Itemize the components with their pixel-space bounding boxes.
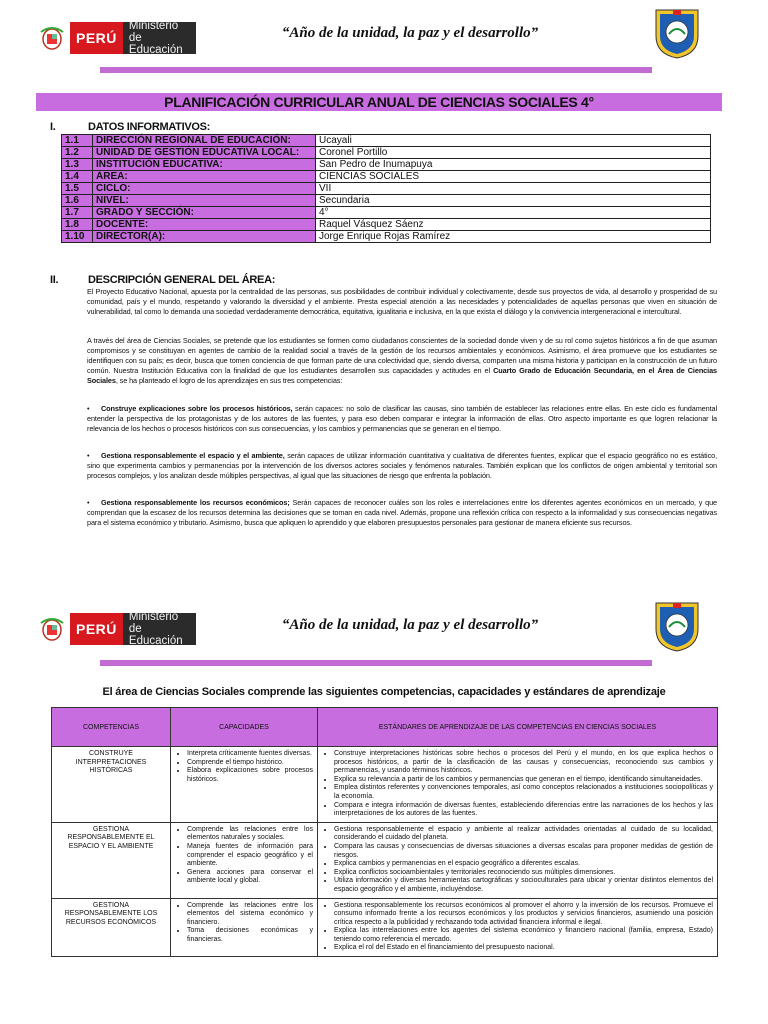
section-title: DATOS INFORMATIVOS:: [88, 121, 211, 133]
list-item: • Maneja fuentes de información para comprender el espacio geográfico y el ambiente.: [187, 843, 313, 869]
row-label: UNIDAD DE GESTIÓN EDUCATIVA LOCAL:: [93, 147, 316, 159]
list-item: • Compara las causas y consecuencias de diversas situaciones a diversas escalas para proponer medidas de gestión de riesgos.: [334, 843, 713, 860]
peru-label: PERÚ: [70, 613, 123, 645]
list-item: • Interpreta críticamente fuentes diversas.: [187, 750, 313, 759]
row-value: Ucayali: [316, 135, 711, 147]
list-item: • Toma decisiones económicas y financieras.: [187, 927, 313, 944]
list-item: • Explica su relevancia a partir de los cambios y permanencias que generan en el tiempo, identificando simultaneidades.: [334, 776, 713, 785]
column-header: ESTÁNDARES DE APRENDIZAJE DE LAS COMPETENCIAS EN CIENCIAS SOCIALES: [318, 708, 718, 747]
list-item: • Comprende las relaciones entre los elementos naturales y sociales.: [187, 826, 313, 843]
row-number: 1.2: [62, 147, 93, 159]
row-value: San Pedro de Inumapuya: [316, 159, 711, 171]
school-crest-icon: [652, 6, 702, 60]
bullet-list: [175, 750, 313, 784]
info-table: [61, 134, 711, 243]
row-value: Raquel Vásquez Sáenz: [316, 219, 711, 231]
paragraph-text: A través del área de Ciencias Sociales, se pretende que los estudiantes se formen como ciudadanos conscientes de la sociedad donde viven y de su rol como sujetos históricos a fin de que asuman compromisos y se constituyan en agentes de cambio de la realidad social a través de la gestión de los recursos ambientales y económicos. Asimismo, el área promueve que los estudiantes se identifiquen con su país; es decir, busca que tomen conciencia de que forman parte de una colectividad que, siendo diversa, comparten una misma historia y participan en la construcción de un futuro común. Nuestra Institución Educativa con la finalidad de que los estudiantes desarrollen sus capacidades y actitudes en el: [87, 336, 717, 375]
capacidades-cell: [171, 898, 318, 957]
competencia-cell: GESTIONA RESPONSABLEMENTE LOS RECURSOS ECONÓMICOS: [52, 898, 171, 957]
bullet-list: [322, 826, 713, 895]
bullet-list: [322, 902, 713, 954]
table-row: [62, 159, 711, 171]
table-row: [62, 171, 711, 183]
row-label: NIVEL:: [93, 195, 316, 207]
row-value: VII: [316, 183, 711, 195]
competence-bullet-1: • Construye explicaciones sobre los procesos históricos, serán capaces: no solo de clasificar las causas, sino también de establecer las relaciones entre ellas. En este ciclo es fundamental entender la perspectiva de los protagonistas y de los autores de las fuentes, y para eso deben comparar e integrar la información de ellas. Otro aspecto importante es que logren relacionar la relevancia de los hechos o procesos históricos con sus consecuencias, y los cambios y permanencias que se generan en el tiempo.: [87, 404, 717, 433]
estandares-cell: [318, 898, 718, 957]
list-item: • Gestiona responsablemente el espacio y ambiente al realizar actividades orientadas al cuidado de su localidad, considerando el cuidado del planeta.: [334, 826, 713, 843]
table-row: [62, 183, 711, 195]
row-value: CIENCIAS SOCIALES: [316, 171, 711, 183]
capacidades-cell: [171, 747, 318, 823]
bullet-title: Gestiona responsablemente el espacio y el ambiente,: [101, 451, 285, 460]
section-number: II.: [50, 274, 59, 286]
ministry-line1: Ministerio: [128, 611, 179, 623]
list-item: • Compara e integra información de diversas fuentes, estableciendo diferencias entre las narraciones de los hechos y las interpretaciones de los autores de las fuentes.: [334, 802, 713, 819]
bullet-text: Serán capaces de reconocer cuáles son los roles e interrelaciones entre los diferentes agentes económicos en un mercado, y que comprendan que la escasez de los recursos determina las decisiones que se toman en cada nivel. Además, propone una reflexión crítica con respecto a la informalidad y sus consecuencias negativas para el sistema económico y tributario. Asimismo, busca que apliquen lo aprendido y que elaboren presupuestos personales para gestionar de manera eficiente sus recursos.: [87, 498, 717, 527]
row-label: CICLO:: [93, 183, 316, 195]
list-item: • Gestiona responsablemente los recursos económicos al promover el ahorro y la inversión de los recursos. Promueve el consumo informado frente a los recursos económicos y los productos y servicios financieros, asumiendo una posición crítica respecto a la publicidad y rechazando toda actividad financiera informal e ilegal.: [334, 902, 713, 928]
paragraph-emphasis: Cuarto Grado de Educación Secundaria, en el Área de Ciencias Sociales: [87, 366, 717, 385]
paragraph-pen: El Proyecto Educativo Nacional, apuesta por la centralidad de las personas, sus posibilidades de contribuir individual y colectivamente, desde sus proyectos de vida, al desarrollo y prosperidad de su comunidad, país y el mundo, respetando y valorando la diversidad y el ambiente. Presta especial atención a las necesidades y potencialidades de aquellas personas que viven en situación de vulnerabilidad, tal como lo demanda una sociedad verdaderamente democrática, equitativa, igualitaria e inclusiva, en la que exista el diálogo y la convivencia intergeneracional e intercultural.: [87, 287, 717, 316]
table-row: [62, 219, 711, 231]
list-item: • Genera acciones para conservar el ambiente local y global.: [187, 869, 313, 886]
table-row: [62, 231, 711, 243]
row-label: DIRECTOR(A):: [93, 231, 316, 243]
table-row: [52, 822, 718, 898]
ministry-line2: de Educación: [128, 32, 183, 56]
peru-label: PERÚ: [70, 22, 123, 54]
row-value: Secundaria: [316, 195, 711, 207]
paragraph-area: [87, 336, 717, 386]
year-motto: “Año de la unidad, la paz y el desarrollo”: [281, 25, 539, 41]
row-number: 1.5: [62, 183, 93, 195]
column-header: COMPETENCIAS: [52, 708, 171, 747]
capacidades-cell: [171, 822, 318, 898]
estandares-cell: [318, 822, 718, 898]
competencia-cell: CONSTRUYE INTERPRETACIONES HISTÓRICAS: [52, 747, 171, 823]
main-title: PLANIFICACIÓN CURRICULAR ANUAL DE CIENCIAS SOCIALES 4°: [36, 93, 722, 111]
competencia-cell: GESTIONA RESPONSABLEMENTE EL ESPACIO Y EL AMBIENTE: [52, 822, 171, 898]
list-item: • Utiliza información y diversas herramientas cartográficas y socioculturales para ubicar y orientar distintos elementos del espacio geográfico y el ambiente, incluyéndose.: [334, 877, 713, 894]
column-header: CAPACIDADES: [171, 708, 318, 747]
list-item: • Comprende el tiempo histórico.: [187, 759, 313, 768]
row-label: GRADO Y SECCIÓN:: [93, 207, 316, 219]
competence-bullet-3: • Gestiona responsablemente los recursos económicos; Serán capaces de reconocer cuáles son los roles e interrelaciones entre los diferentes agentes económicos en un mercado, y que comprendan que la escasez de los recursos determina las decisiones que se toman en cada nivel. Además, propone una reflexión crítica con respecto a la informalidad y sus consecuencias negativas para el sistema económico y tributario. Asimismo, busca que apliquen lo aprendido y que elaboren presupuestos personales para gestionar de manera eficiente sus recursos.: [87, 498, 717, 527]
row-number: 1.8: [62, 219, 93, 231]
table-row: [62, 195, 711, 207]
row-number: 1.6: [62, 195, 93, 207]
row-number: 1.1: [62, 135, 93, 147]
row-label: DIRECCIÓN REGIONAL DE EDUCACIÓN:: [93, 135, 316, 147]
bullet-text: serán capaces de utilizar información cuantitativa y cualitativa de diferentes fuentes, explicar que el espacio geográfico no es estático, sino que experimenta cambios y permanencias por la intervención de los diversos actores sociales y fenómenos naturales. También explican que los conflictos de origen ambiental y territorial son procesos complejos, y los analizan desde múltiples perspectivas, al igual que las situaciones de riesgo que enfrenta la población.: [87, 451, 717, 480]
row-label: DOCENTE:: [93, 219, 316, 231]
list-item: • Emplea distintos referentes y convenciones temporales, así como conceptos relacionados a instituciones sociopolíticas y la economía.: [334, 784, 713, 801]
paragraph-text: , se ha planteado el logro de los aprendizajes en sus tres competencias:: [115, 376, 343, 385]
bullet-list: [322, 750, 713, 819]
section-title: DESCRIPCIÓN GENERAL DEL ÁREA:: [88, 274, 276, 286]
row-label: INSTITUCIÓN EDUCATIVA:: [93, 159, 316, 171]
list-item: • Explica conflictos socioambientales y territoriales reconociendo sus múltiples dimensiones.: [334, 869, 713, 878]
bullet-title: Gestiona responsablemente los recursos económicos;: [101, 498, 290, 507]
table-row: [62, 147, 711, 159]
row-value: Coronel Portillo: [316, 147, 711, 159]
table-row: [62, 135, 711, 147]
table-row: [62, 207, 711, 219]
page-header-2: [0, 603, 768, 663]
header-divider: [100, 660, 652, 666]
row-number: 1.4: [62, 171, 93, 183]
row-number: 1.10: [62, 231, 93, 243]
competencias-subtitle: El área de Ciencias Sociales comprende las siguientes competencias, capacidades y estándares de aprendizaje: [102, 686, 666, 698]
section-number: I.: [50, 121, 56, 133]
bullet-title: Construye explicaciones sobre los procesos históricos,: [101, 404, 293, 413]
row-value: Jorge Enrique Rojas Ramírez: [316, 231, 711, 243]
row-number: 1.7: [62, 207, 93, 219]
list-item: • Explica las interrelaciones entre los agentes del sistema económico y financiero nacional (familia, empresa, Estado) teniendo como referencia el mercado.: [334, 927, 713, 944]
list-item: • Explica cambios y permanencias en el espacio geográfico a diferentes escalas.: [334, 860, 713, 869]
table-row: [52, 747, 718, 823]
bullet-text: serán capaces: no solo de clasificar las causas, sino también de establecer las relaciones entre ellas. En este ciclo es fundamental entender la perspectiva de los protagonistas y de los autores de las fuentes, y para eso deben comparar e integrar la información de ellas. Otro aspecto importante es que logren relacionar la relevancia de los hechos o procesos históricos con sus consecuencias, y los cambios y permanencias que se generan en el tiempo.: [87, 404, 717, 433]
list-item: • Comprende las relaciones entre los elementos del sistema económico y financiero.: [187, 902, 313, 928]
header-divider: [100, 67, 652, 73]
list-item: • Explica el rol del Estado en el financiamiento del presupuesto nacional.: [334, 944, 713, 953]
school-crest-icon: [652, 599, 702, 653]
ministry-line2: de Educación: [128, 623, 183, 647]
bullet-list: [175, 902, 313, 945]
ministry-line1: Ministerio: [128, 20, 179, 32]
table-row: [52, 898, 718, 957]
competencias-table: [51, 707, 718, 957]
row-label: ÁREA:: [93, 171, 316, 183]
page-header: [0, 10, 768, 70]
estandares-cell: [318, 747, 718, 823]
table-header-row: [52, 708, 718, 747]
bullet-list: [175, 826, 313, 886]
list-item: • Construye interpretaciones históricas sobre hechos o procesos del Perú y el mundo, en los que explica hechos o procesos históricos, a partir de la clasificación de las causas y consecuencias, reconociendo sus cambios y permanencias, y usando términos históricos.: [334, 750, 713, 776]
year-motto: “Año de la unidad, la paz y el desarrollo”: [281, 617, 539, 633]
list-item: • Elabora explicaciones sobre procesos históricos.: [187, 767, 313, 784]
row-value: 4°: [316, 207, 711, 219]
competence-bullet-2: • Gestiona responsablemente el espacio y el ambiente, serán capaces de utilizar información cuantitativa y cualitativa de diferentes fuentes, explicar que el espacio geográfico no es estático, sino que experimenta cambios y permanencias por la intervención de los diversos actores sociales y fenómenos naturales. También explican que los conflictos de origen ambiental y territorial son procesos complejos, y los analizan desde múltiples perspectivas, al igual que las situaciones de riesgo que enfrenta la población.: [87, 451, 717, 480]
row-number: 1.3: [62, 159, 93, 171]
